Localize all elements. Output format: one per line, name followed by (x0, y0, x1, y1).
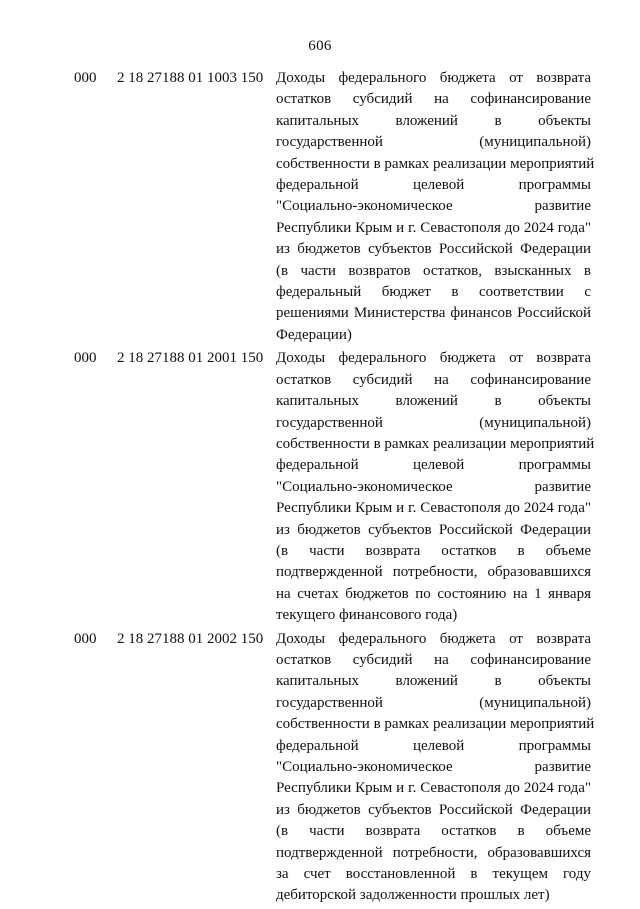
income-code-entry (0, 68, 640, 346)
description-line: федеральной целевой программы (276, 177, 591, 194)
description-line: (в части возврата остатков в объеме (276, 542, 591, 559)
description-line: федеральной целевой программы (276, 457, 591, 474)
admin-code: 000 (74, 350, 97, 367)
budget-classification-code: 2 18 27188 01 2002 150 (117, 630, 264, 647)
description-line: Доходы федерального бюджета от возврата (276, 70, 591, 86)
description-line: (в части возврата остатков в объеме (276, 823, 591, 840)
description-line: Республики Крым и г. Севастополя до 2024 года" (276, 500, 591, 517)
description-line: Республики Крым и г. Севастополя до 2024 года" (276, 219, 591, 236)
income-description (276, 348, 595, 626)
description-line: (в части возвратов остатков, взысканных в (276, 262, 591, 279)
description-line: государственной (муниципальной) (276, 694, 591, 711)
description-line: государственной (муниципальной) (276, 134, 591, 151)
description-line: остатков субсидий на софинансирование (276, 651, 591, 668)
description-line: решениями Министерства финансов Российской (276, 305, 591, 322)
description-line: подтвержденной потребности, образовавшихся (276, 844, 591, 861)
description-line: федеральный бюджет в соответствии с (276, 284, 591, 301)
description-line: Доходы федерального бюджета от возврата (276, 350, 591, 367)
description-line: Федерации) (276, 326, 352, 343)
income-code-entry (0, 629, 640, 907)
description-line: из бюджетов субъектов Российской Федерации (276, 241, 591, 258)
description-line: из бюджетов субъектов Российской Федерации (276, 801, 591, 818)
description-line: "Социально-экономическое развитие (276, 759, 591, 775)
description-line: остатков субсидий на софинансирование (276, 91, 591, 108)
description-line: собственности в рамках реализации мероприятий (276, 435, 595, 452)
page-number: 606 (308, 38, 332, 54)
description-line: государственной (муниципальной) (276, 414, 591, 431)
description-line: остатков субсидий на софинансирование (276, 371, 591, 388)
description-line: капитальных вложений в объекты (276, 673, 591, 690)
description-line: Республики Крым и г. Севастополя до 2024 года" (276, 780, 591, 797)
description-line: "Социально-экономическое развитие (276, 478, 591, 495)
description-line: за счет восстановленной в текущем году (276, 866, 591, 883)
admin-code: 000 (74, 630, 97, 647)
description-line: дебиторской задолженности прошлых лет) (276, 887, 550, 904)
description-line: собственности в рамках реализации мероприятий (276, 155, 595, 172)
description-line: "Социально-экономическое развитие (276, 198, 591, 215)
income-code-entry (0, 348, 640, 626)
income-codes-list (0, 68, 640, 909)
budget-classification-code: 2 18 27188 01 1003 150 (117, 70, 264, 86)
income-description (276, 629, 595, 907)
description-line: капитальных вложений в объекты (276, 112, 591, 129)
description-line: текущего финансового года) (276, 607, 458, 624)
description-line: на счетах бюджетов по состоянию на 1 января (276, 585, 591, 602)
description-line: из бюджетов субъектов Российской Федерации (276, 521, 591, 538)
description-line: федеральной целевой программы (276, 737, 591, 754)
description-line: подтвержденной потребности, образовавшихся (276, 564, 591, 581)
description-line: Доходы федерального бюджета от возврата (276, 630, 591, 647)
description-line: собственности в рамках реализации мероприятий (276, 716, 595, 733)
admin-code: 000 (74, 70, 97, 86)
description-line: капитальных вложений в объекты (276, 393, 591, 410)
budget-classification-code: 2 18 27188 01 2001 150 (117, 350, 264, 367)
income-description (276, 68, 595, 346)
